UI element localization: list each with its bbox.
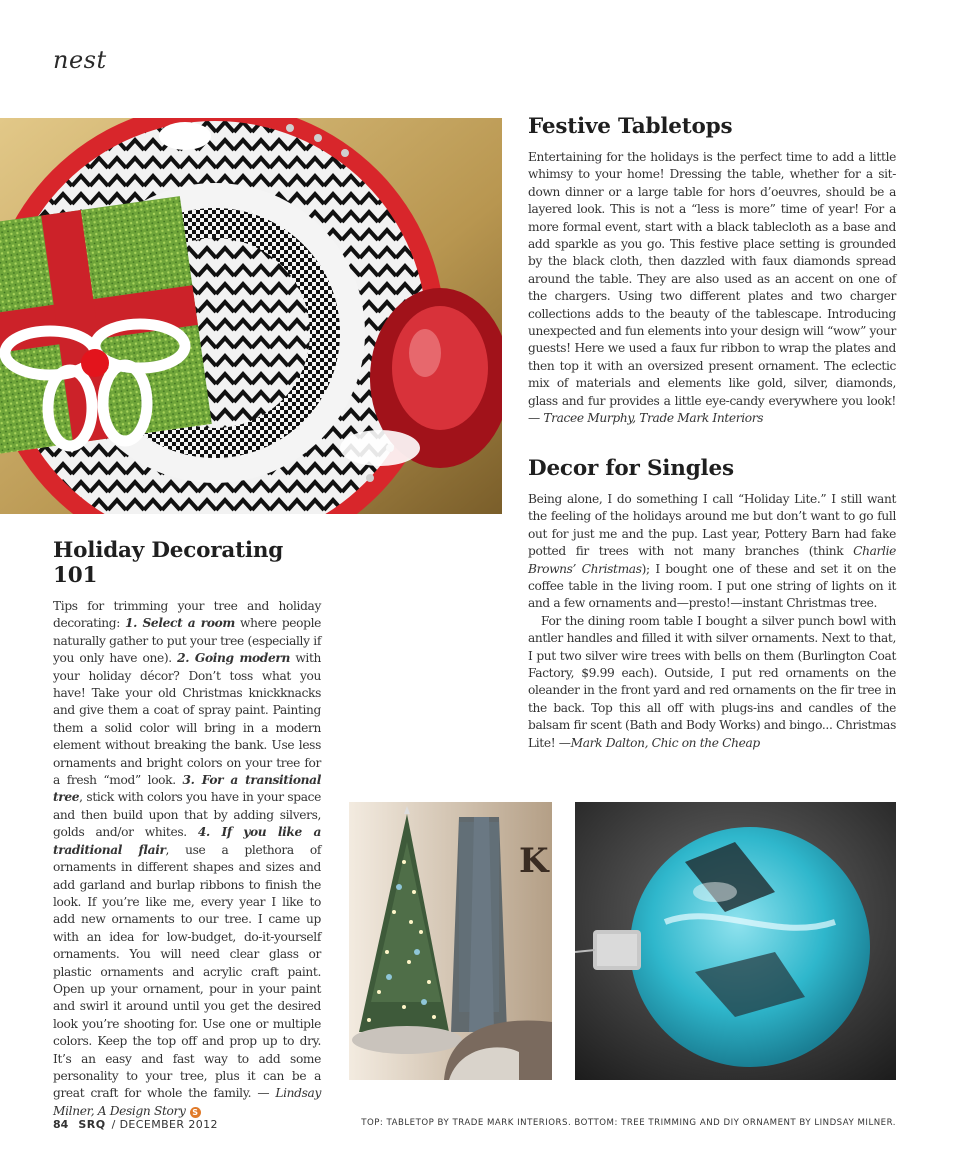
photo-credit: TOP: TABLETOP BY TRADE MARK INTERIORS. BOTTOM: TREE TRIMMING AND DIY ORNAMENT BY LINDSAY MILNER. bbox=[361, 1118, 896, 1128]
magazine-name: SRQ bbox=[78, 1118, 106, 1131]
article-festive-tabletops bbox=[528, 114, 896, 428]
article-holiday-decorating bbox=[53, 538, 321, 1120]
article-body: Tips for trimming your tree and holiday decorating: 1. Select a room where people naturally gather to put your tree (especially if you only have one). 2. Going modern with your holiday décor? Don’t toss what you have! Take your old Christmas knickknacks and give them a coat of spray paint. Painting them a solid color will bring in a modern element without breaking the bank. Use less ornaments and bright colors on your tree for a fresh “mod” look. 3. For a transitional tree, stick with colors you have in your space and then build upon that by adding silvers, golds and/or whites. 4. If you like a traditional flair, use a plethora of ornaments in different shapes and sizes and add garland and burlap ribbons to finish the look. If you’re like me, every year I like to add new ornaments to our tree. I came up with an idea for low-budget, do-it-yourself ornaments. You will need clear glass or plastic ornaments and acrylic craft paint. Open up your ornament, pour in your paint and swirl it around until you get the desired look you’re shooting for. Use one or multiple colors. Keep the top off and prop up to dry. It’s an easy and fast way to add some personality to your tree, plus it can be a great craft for whole the family. — Lindsay Milner, A Design Story S bbox=[53, 599, 322, 1118]
article-paragraph: Being alone, I do something I call “Holiday Lite.” I still want the feeling of the holidays around me but don’t want to go full out for just me and the pup. Last year, Pottery Barn had fake potted fir trees with not many branches (think Charlie Browns’ Christmas); I bought one of these and set it on the coffee table in the living room. I put one string of lights on it and a few ornaments and—presto!—instant Christmas tree. bbox=[528, 492, 896, 611]
diy-ornament-photo bbox=[575, 802, 896, 1080]
svg-text:K: K bbox=[519, 841, 549, 881]
page-number: 84 bbox=[53, 1118, 69, 1131]
tabletop-photo bbox=[0, 118, 502, 514]
article-decor-for-singles bbox=[528, 456, 896, 752]
section-label: nest bbox=[53, 46, 107, 74]
page-footer bbox=[53, 1118, 218, 1131]
article-title: Holiday Decorating 101 bbox=[53, 538, 284, 588]
christmas-tree-photo bbox=[349, 802, 552, 1080]
byline: Lindsay Milner, A Design Story bbox=[53, 1086, 321, 1118]
article-title: Decor for Singles bbox=[528, 456, 734, 481]
end-mark-icon: S bbox=[190, 1107, 201, 1118]
issue-date: / DECEMBER 2012 bbox=[111, 1118, 218, 1131]
byline: Mark Dalton, Chic on the Cheap bbox=[570, 735, 760, 750]
byline: Tracee Murphy, Trade Mark Interiors bbox=[543, 411, 764, 426]
article-paragraph: For the dining room table I bought a silver punch bowl with antler handles and filled it with silver ornaments. Next to that, I put two silver wire trees with bells on them (Burlington Coat Factory, $9.99 each). Outside, I put red ornaments on the oleander in the front yard and red ornaments on the fir tree in the back. Top this all off with plugs-ins and candles of the balsam fir scent (Bath and Body Works) and bingo... Christmas Lite! —Mark Dalton, Chic on the Cheap bbox=[528, 613, 896, 750]
article-title: Festive Tabletops bbox=[528, 114, 733, 139]
article-body: Entertaining for the holidays is the perfect time to add a little whimsy to your home! Dressing the table, whether for a sit-down dinner or a large table for hors d’oeuvres, should be a layered look. This is not a “less is more” time of year! For a more formal event, start with a black tablecloth as a base and add sparkle as you go. This festive place setting is grounded by the black cloth, then dazzled with faux diamonds spread around the table. They are also used as an accent on one of the chargers. Using two different plates and two charger collections adds to the beauty of the tablescape. Introducing unexpected and fun elements into your design will “wow” your guests! Here we used a faux fur ribbon to wrap the plates and then top it with an oversized present ornament. The eclectic mix of materials and elements like gold, silver, diamonds, glass and fur provides a little eye-candy everywhere you look! — Tracee Murphy, Trade Mark Interiors bbox=[528, 150, 897, 426]
